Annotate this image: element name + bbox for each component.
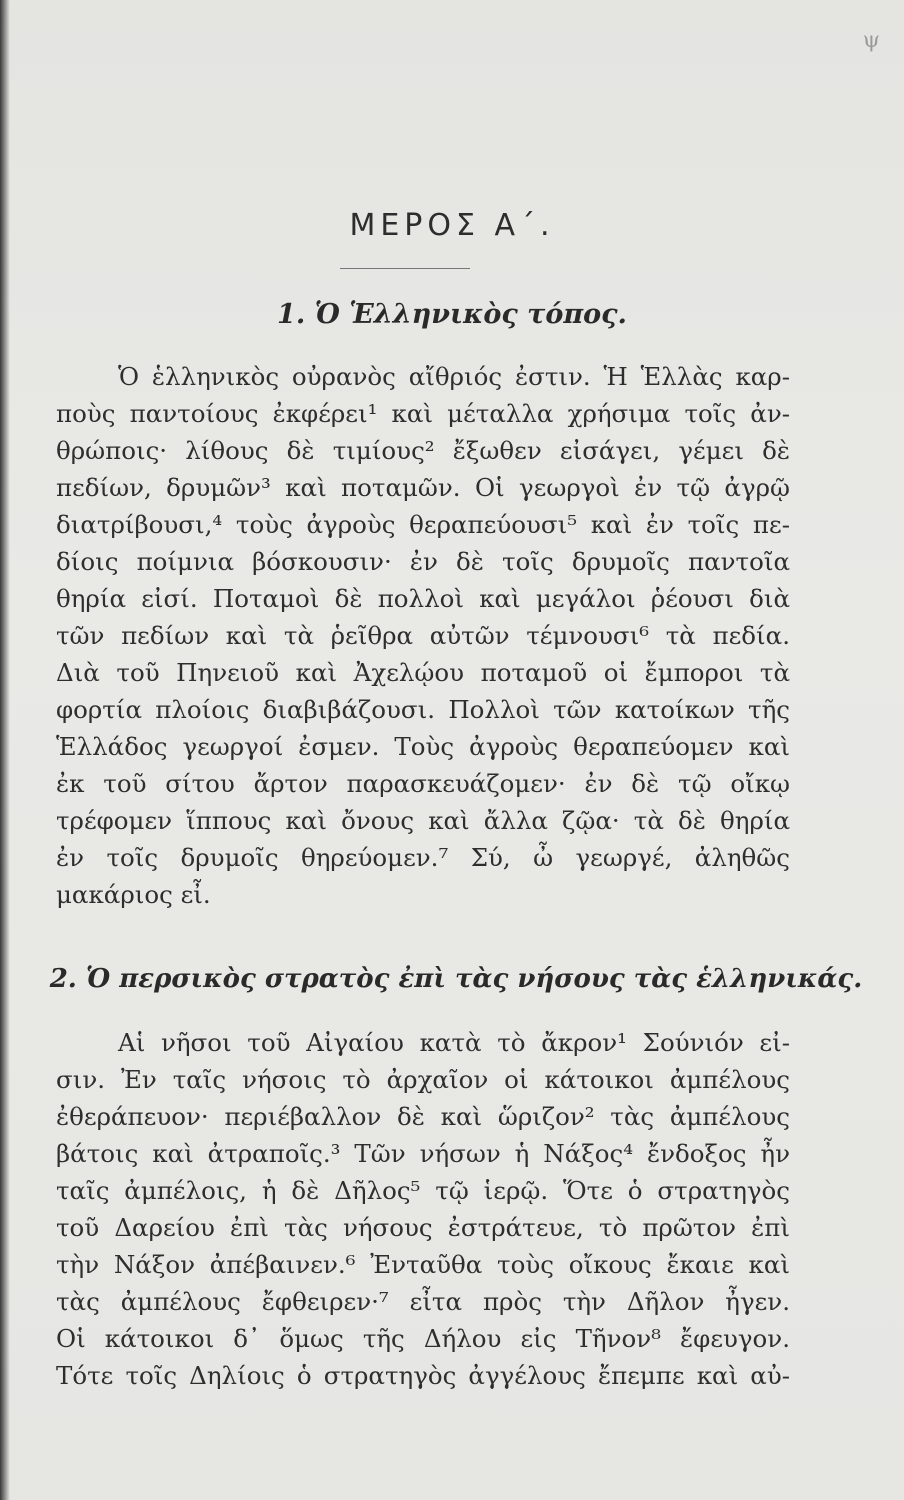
text-line: Αἱ νῆσοι τοῦ Αἰγαίου κατὰ τὸ ἄκρον¹ Σούνιόν εἰ-: [118, 1028, 790, 1057]
text-line: δίοις ποίμνια βόσκουσιν· ἐν δὲ τοῖς δρυμοῖς παντοῖα: [56, 547, 790, 576]
text-line: τῶν πεδίων καὶ τὰ ῥεῖθρα αὐτῶν τέμνουσι⁶ τὰ πεδία.: [56, 621, 790, 650]
text-line: διατρίβουσι,⁴ τοὺς ἀγροὺς θεραπεύουσι⁵ καὶ ἐν τοῖς πε-: [56, 510, 790, 539]
text-line: θηρία εἰσί. Ποταμοὶ δὲ πολλοὶ καὶ μεγάλοι ῥέουσι διὰ: [56, 584, 790, 613]
text-line: φορτία πλοίοις διαβιβάζουσι. Πολλοὶ τῶν κατοίκων τῆς: [56, 695, 790, 724]
text-line: Διὰ τοῦ Πηνειοῦ καὶ Ἀχελῴου ποταμοῦ οἱ ἔμποροι τὰ: [56, 658, 790, 687]
text-line: ταῖς ἀμπέλοις, ἡ δὲ Δῆλος⁵ τῷ ἱερῷ. Ὅτε ὁ στρατηγὸς: [56, 1176, 790, 1205]
text-line: ἐθεράπευον· περιέβαλλον δὲ καὶ ὥριζον² τὰς ἀμπέλους: [56, 1102, 790, 1131]
text-line: ποὺς παντοίους ἐκφέρει¹ καὶ μέταλλα χρήσιμα τοῖς ἀν-: [56, 399, 790, 428]
text-line: θρώποις· λίθους δὲ τιμίους² ἔξωθεν εἰσάγει, γέμει δὲ: [56, 436, 790, 465]
text-line: βάτοις καὶ ἀτραποῖς.³ Τῶν νήσων ἡ Νάξος⁴ ἔνδοξος ἦν: [56, 1139, 790, 1168]
text-line: Ἑλλάδος γεωργοί ἐσμεν. Τοὺς ἀγροὺς θεραπεύομεν καὶ: [56, 732, 790, 761]
text-line: Οἱ κάτοικοι δ᾽ ὅμως τῆς Δήλου εἰς Τῆνον⁸ ἔφευγον.: [56, 1324, 790, 1353]
section-1-heading: 1. Ὁ Ἑλληνικὸς τόπος.: [277, 299, 627, 330]
text-line: τοῦ Δαρείου ἐπὶ τὰς νήσους ἐστράτευε, τὸ πρῶτον ἐπὶ: [56, 1213, 790, 1242]
text-line: σιν. Ἐν ταῖς νήσοις τὸ ἀρχαῖον οἱ κάτοικοι ἀμπέλους: [56, 1065, 790, 1094]
text-line: ἐν τοῖς δρυμοῖς θηρεύομεν.⁷ Σύ, ὦ γεωργέ, ἀληθῶς: [56, 843, 790, 872]
text-line: μακάριος εἶ.: [56, 880, 211, 909]
text-line: τρέφομεν ἵππους καὶ ὄνους καὶ ἄλλα ζῷα· τὰ δὲ θηρία: [56, 806, 790, 835]
text-line: τὴν Νάξον ἀπέβαινεν.⁶ Ἐνταῦθα τοὺς οἴκους ἔκαιε καὶ: [56, 1250, 790, 1279]
text-line: Τότε τοῖς Δηλίοις ὁ στρατηγὸς ἀγγέλους ἔπεμπε καὶ αὐ-: [56, 1361, 790, 1390]
title-rule: [340, 268, 470, 269]
text-line: ἐκ τοῦ σίτου ἄρτον παρασκευάζομεν· ἐν δὲ τῷ οἴκῳ: [56, 769, 790, 798]
text-line: πεδίων, δρυμῶν³ καὶ ποταμῶν. Οἱ γεωργοὶ ἐν τῷ ἀγρῷ: [56, 473, 790, 502]
corner-mark: ψ: [862, 28, 880, 53]
text-line: Ὁ ἑλληνικὸς οὐρανὸς αἴθριός ἐστιν. Ἡ Ἑλλὰς καρ-: [118, 362, 790, 391]
text-line: τὰς ἀμπέλους ἔφθειρεν·⁷ εἶτα πρὸς τὴν Δῆλον ἦγεν.: [56, 1287, 790, 1316]
part-title: ΜΕΡΟΣ Α΄.: [349, 208, 555, 243]
section-2-heading: 2. Ὁ περσικὸς στρατὸς ἐπὶ τὰς νήσους τὰς ἑλληνικάς.: [49, 964, 863, 994]
